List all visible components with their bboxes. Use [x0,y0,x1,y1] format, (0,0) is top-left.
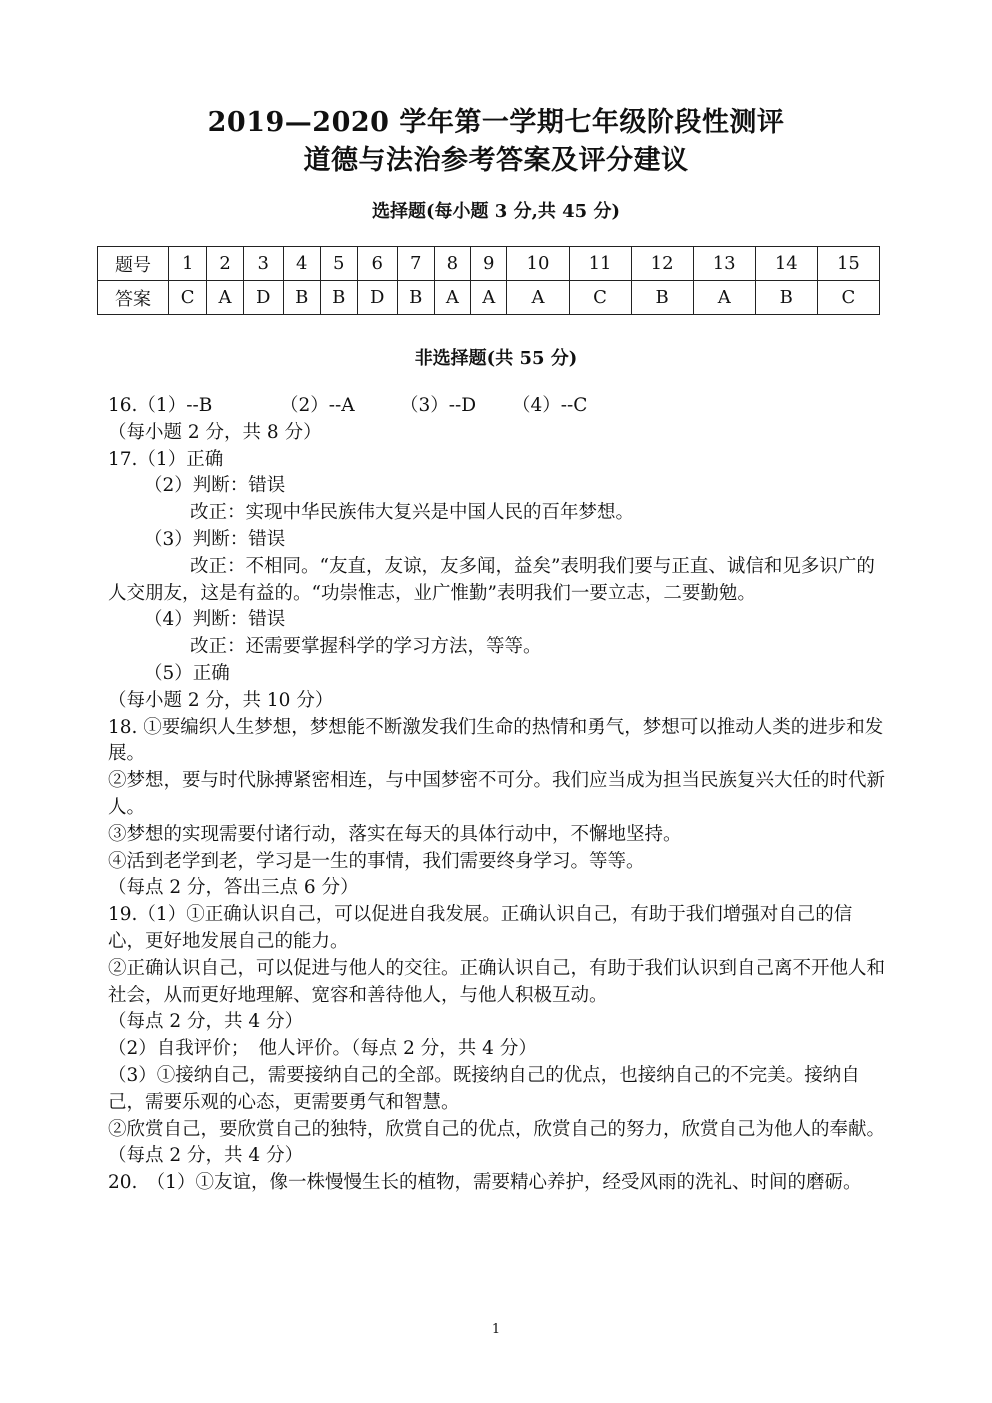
table-cell: 4 [283,247,320,281]
q19-score-1: （每点 2 分，共 4 分） [108,1011,304,1033]
row-header-answer: 答案 [98,281,169,315]
table-cell: 12 [631,247,693,281]
title-line-1: 2019—2020 学年第一学期七年级阶段性测评 [207,107,785,138]
table-cell: 15 [817,247,879,281]
q19-part-3-point-2: ②欣赏自己，要欣赏自己的独特，欣赏自己的优点，欣赏自己的努力，欣赏自己为他人的奉献。 [108,1118,886,1140]
q16-part-2: （2）--A [280,395,355,416]
table-cell: 9 [471,247,507,281]
q17-part-3-correction: 改正：不相同。“友直，友谅，友多闻，益矣”表明我们要与正直、诚信和见多识广的人交朋友，这是有益的。“功崇惟志，业广惟勤”表明我们一要立志，二要勤勉。 [108,555,875,604]
table-cell: 7 [397,247,434,281]
q16-score: （每小题 2 分，共 8 分） [108,421,322,443]
table-cell: A [507,281,569,315]
table-cell: C [169,281,207,315]
table-cell: A [434,281,470,315]
table-cell: 3 [243,247,283,281]
table-cell: 1 [169,247,207,281]
title-line-2: 道德与法治参考答案及评分建议 [303,145,689,176]
table-cell: D [357,281,397,315]
q16-answers [108,393,886,420]
q19-part-3-point-1: （3）①接纳自己，需要接纳自己的全部。既接纳自己的优点，也接纳自己的不完美。接纳自己，需要乐观的心态，更需要勇气和智慧。 [108,1064,860,1113]
q18-point-4: ④活到老学到老，学习是一生的事情，我们需要终身学习。等等。 [108,850,645,872]
table-cell: C [569,281,631,315]
q19-point-2: ②正确认识自己，可以促进与他人的交往。正确认识自己，有助于我们认识到自己离不开他人和社会，从而更好地理解、宽容和善待他人，与他人积极互动。 [108,957,886,1006]
table-cell: 10 [507,247,569,281]
q18-score: （每点 2 分，答出三点 6 分） [108,877,359,899]
q20-point-1: 20. （1）①友谊，像一株慢慢生长的植物，需要精心养护，经受风雨的洗礼、时间的磨砺。 [108,1172,862,1194]
table-cell: 11 [569,247,631,281]
q18-point-3: ③梦想的实现需要付诸行动，落实在每天的具体行动中，不懈地坚持。 [108,823,682,845]
q16-part-3: （3）--D [400,395,477,416]
table-cell: C [817,281,879,315]
table-cell: A [693,281,755,315]
q17-part-3-judgement: （3）判断：错误 [144,528,286,550]
table-cell: 6 [357,247,397,281]
answer-table [97,246,880,315]
table-cell: B [283,281,320,315]
table-cell: A [207,281,243,315]
q17-score: （每小题 2 分，共 10 分） [108,689,334,711]
table-cell: 2 [207,247,243,281]
q17-part-4-judgement: （4）判断：错误 [144,609,286,631]
q19-point-1: 19.（1）①正确认识自己，可以促进自我发展。正确认识自己，有助于我们增强对自己的信心，更好地发展自己的能力。 [108,904,853,952]
q17-part-1: 17.（1）正确 [108,448,224,470]
table-cell: B [631,281,693,315]
table-cell: D [243,281,283,315]
table-cell: 14 [755,247,817,281]
table-row-answers [98,281,880,315]
q18-point-1: 18. ①要编织人生梦想，梦想能不断激发我们生命的热情和勇气，梦想可以推动人类的进步和发展。 [108,716,884,765]
page-number: 1 [491,1322,501,1337]
table-cell: 5 [320,247,357,281]
section-heading-choice: 选择题(每小题 3 分,共 45 分) [372,201,620,222]
table-row-numbers [98,247,880,281]
table-cell: A [471,281,507,315]
table-cell: B [755,281,817,315]
q17-part-4-correction: 改正：还需要掌握科学的学习方法，等等。 [190,636,542,658]
q16-part-4: （4）--C [512,395,588,416]
table-cell: B [397,281,434,315]
q17-part-5: （5）正确 [144,662,230,684]
q19-score-2: （每点 2 分，共 4 分） [108,1145,304,1167]
q17-part-2-correction: 改正：实现中华民族伟大复兴是中国人民的百年梦想。 [190,502,635,524]
section-heading-nonchoice: 非选择题(共 55 分) [414,348,578,369]
table-cell: 13 [693,247,755,281]
q17-part-2-judgement: （2）判断：错误 [144,475,286,497]
answer-body [108,393,886,1197]
q16-part-1: 16.（1）--B [108,395,213,416]
row-header-number: 题号 [98,247,169,281]
table-cell: 8 [434,247,470,281]
q19-part-2: （2）自我评价； 他人评价。（每点 2 分，共 4 分） [108,1038,537,1060]
table-cell: B [320,281,357,315]
q18-point-2: ②梦想，要与时代脉搏紧密相连，与中国梦密不可分。我们应当成为担当民族复兴大任的时代新人。 [108,770,886,818]
